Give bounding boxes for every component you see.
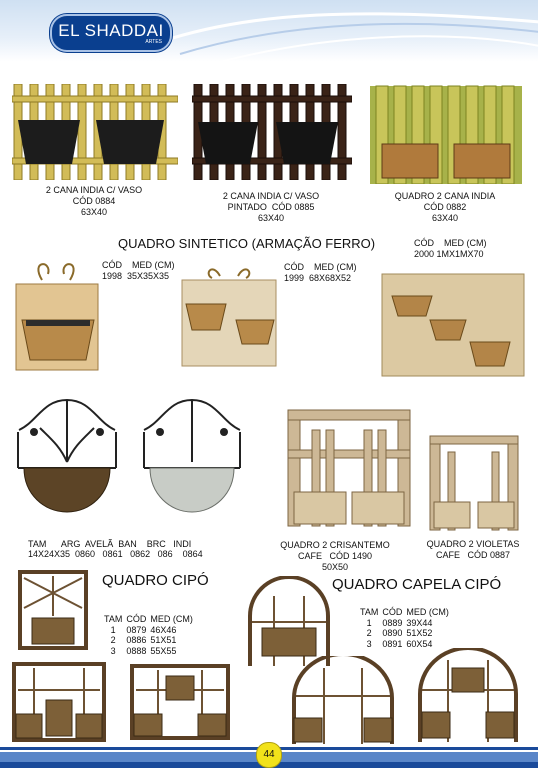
capela-cell: 3	[366, 638, 372, 649]
product-image-2000	[380, 272, 526, 378]
product-image-ferro-branco	[136, 392, 248, 518]
cipo-cell: 55X55	[150, 645, 177, 656]
product-image-0886	[10, 660, 108, 742]
product-image-0891	[414, 648, 522, 744]
capela-header-tam: TAM	[360, 607, 379, 617]
product-image-0888	[128, 662, 232, 742]
brand-subtitle: ARTES	[145, 39, 162, 45]
sintetico-1999-head: CÓD MED (CM)	[284, 262, 357, 272]
cipo-cell: 46X46	[150, 624, 177, 635]
product-caption-0884: 2 CANA INDIA C/ VASO CÓD 0884 63X40	[45, 185, 143, 217]
capela-cell: 0889	[382, 617, 403, 628]
product-image-0884	[12, 84, 178, 180]
cipo-cell: 0886	[126, 635, 147, 645]
sintetico-2000-row: 2000 1MX1MX70	[414, 249, 484, 259]
brand-logo	[50, 14, 172, 52]
header-swirl-decoration	[160, 2, 538, 64]
capela-header-cod: CÓD	[382, 607, 403, 617]
sintetico-1998-head: CÓD MED (CM)	[102, 260, 175, 270]
capela-table	[360, 607, 453, 649]
cipo-header-tam: TAM	[104, 614, 123, 624]
product-image-1999	[180, 258, 278, 368]
cipo-title: QUADRO CIPÓ	[102, 572, 209, 589]
capela-cell: 0890	[382, 628, 403, 638]
product-caption-1490: QUADRO 2 CRISANTEMO CAFE CÓD 1490 50X50	[280, 540, 390, 572]
ferro-table-head: TAM ARG AVELÃ BAN BRC INDI	[28, 539, 192, 549]
cipo-header-cod: CÓD	[126, 614, 147, 624]
product-image-1490	[284, 400, 414, 528]
cipo-table	[104, 614, 197, 656]
product-image-0882	[370, 80, 522, 184]
product-caption-0887: QUADRO 2 VIOLETAS CAFE CÓD 0887	[426, 539, 520, 560]
brand-name: EL SHADDAI	[58, 21, 164, 40]
sintetico-2000-head: CÓD MED (CM)	[414, 238, 487, 248]
capela-cell: 39X44	[406, 617, 433, 628]
cipo-cell: 2	[110, 635, 116, 645]
capela-cell: 2	[366, 628, 372, 638]
product-image-ferro-argola	[10, 392, 124, 518]
product-image-0887	[428, 432, 520, 532]
product-image-0885	[192, 84, 352, 180]
sintetico-1998-row: 1998 35X35X35	[102, 271, 170, 281]
cipo-cell: 0879	[126, 624, 147, 635]
product-caption-0885: 2 CANA INDIA C/ VASO PINTADO CÓD 0885 63X40	[222, 191, 320, 223]
capela-cell: 60X54	[406, 638, 433, 649]
page-number: 44	[256, 742, 282, 768]
product-image-0890	[288, 656, 398, 746]
sintetico-title: QUADRO SINTETICO (ARMAÇÃO FERRO)	[118, 236, 376, 251]
capela-cell: 0891	[382, 638, 403, 649]
sintetico-1999-row: 1999 68X68X52	[284, 273, 352, 283]
capela-header-med: MED (CM)	[406, 607, 449, 617]
capela-title: QUADRO CAPELA CIPÓ	[332, 576, 502, 593]
product-caption-0882: QUADRO 2 CANA INDIA CÓD 0882 63X40	[394, 191, 496, 223]
product-image-1998	[12, 258, 102, 372]
cipo-cell: 51X51	[150, 635, 177, 645]
product-image-0879	[18, 568, 88, 650]
cipo-cell: 3	[110, 645, 116, 656]
cipo-header-med: MED (CM)	[150, 614, 193, 624]
capela-cell: 1	[366, 617, 372, 628]
product-image-0889	[244, 576, 334, 668]
ferro-table-row: 14X24X35 0860 0861 0862 086 0864	[28, 549, 203, 559]
cipo-cell: 1	[110, 624, 116, 635]
cipo-cell: 0888	[126, 645, 147, 656]
capela-cell: 51X52	[406, 628, 433, 638]
